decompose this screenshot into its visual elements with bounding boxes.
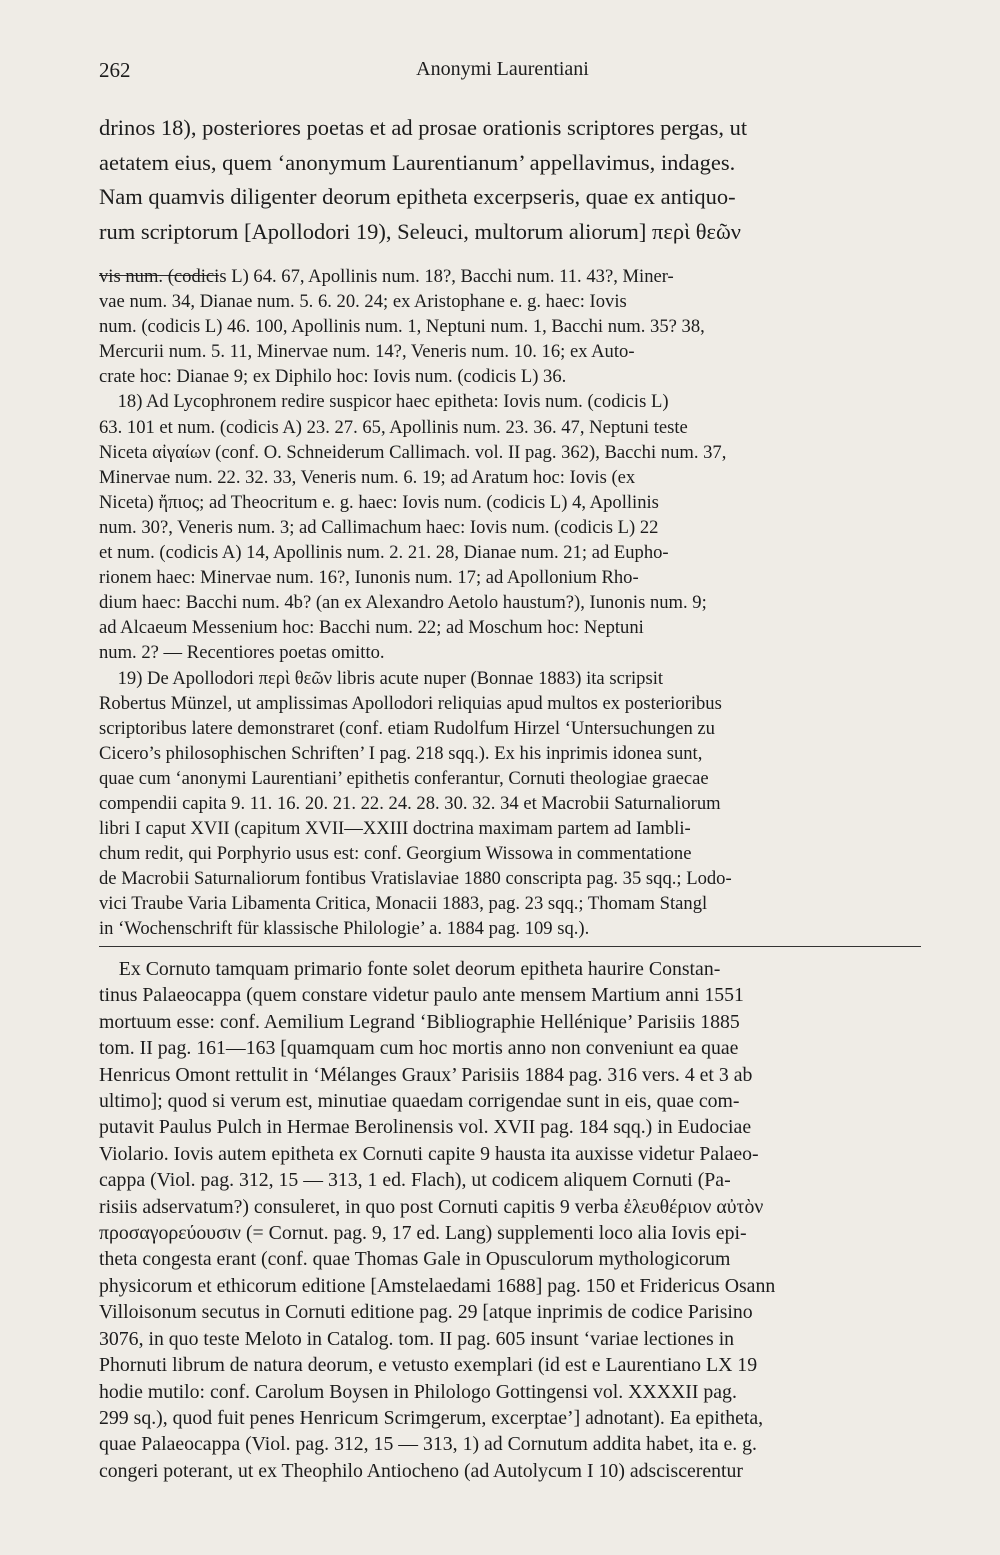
page-number: 262: [99, 58, 131, 82]
main-text-bottom: Ex Cornuto tamquam primario fonte solet deorum epitheta haurire Constan- tinus Palaeocappa (quem constare videtur paulo ante mensem Martium anni 1551 mortuum esse: conf. Aemilium Legrand ‘Bibliographie Hellénique’ Parisiis 1885 tom. II pag. 161—163 [quamquam cum hoc mortis anno non conveniunt ea quae Henricus Omont rettulit in ‘Mélanges Graux’ Parisiis 1884 pag. 316 vers. 4 et 3 ab ultimo]; quod si verum est, minutiae quaedam corrigendae sunt in eis, quae com- putavit Paulus Pulch in Hermae Berolinensis vol. XVII pag. 184 sqq.) in Eudociae Violario. Iovis autem epitheta ex Cornuti capite 9 hausta ita auxisse videtur Palaeo- cappa (Viol. pag. 312, 15 — 313, 1 ed. Flach), ut codicem aliquem Cornuti (Pa- risiis adservatum?) consuleret, in quo post Cornuti capitis 9 verba ἐλευθέριον αὐτὸν προσαγορεύουσιν (= Cornut. pag. 9, 17 ed. Lang) supplementi loco alia Iovis epi- theta congesta erant (conf. quae Thomas Gale in Opusculorum mythologicorum physicorum et ethicorum editione [Amstelaedami 1688] pag. 150 et Fridericus Osann Villoisonum secutus in Cornuti editione pag. 29 [atque inprimis de codice Parisino 3076, in quo teste Meloto in Catalog. tom. II pag. 605 insunt ‘variae lectiones in Phornuti librum de natura deorum, e vetusto exemplari (id est e Laurentiano LX 19 hodie mutilo: conf. Carolum Boysen in Philologo Gottingensi vol. XXXXII pag. 299 sq.), quod fuit penes Henricum Scrimgerum, excerptae’] adnotant). Ea epitheta, quae Palaeocappa (Viol. pag. 312, 15 — 313, 1) ad Cornutum addita habet, ita e. g. congeri poterant, ut ex Theophilo Antiocheno (ad Autolycum I 10) adsciscerentur: [99, 958, 776, 1482]
main-text-top: drinos 18), posteriores poetas et ad prosae orationis scriptores pergas, ut aetatem eius, quem ‘anonymum Laurentianum’ appellavimus, indages. Nam quamvis diligenter deorum epitheta excerpseris, quae ex antiquo- rum scriptorum [Apollodori 19), Seleuci, multorum aliorum] περὶ θεῶν: [99, 115, 748, 244]
footnotes: vis num. (codicis L) 64. 67, Apollinis num. 18?, Bacchi num. 11. 43?, Miner- vae num. 34, Dianae num. 5. 6. 20. 24; ex Aristophane e. g. haec: Iovis num. (codicis L) 46. 100, Apollinis num. 1, Neptuni num. 1, Bacchi num. 35? 38, Mercurii num. 5. 11, Minervae num. 14?, Veneris num. 10. 16; ex Auto- crate hoc: Dianae 9; ex Diphilo hoc: Iovis num. (codicis L) 36. 18) Ad Lycophronem redire suspicor haec epitheta: Iovis num. (codicis L) 63. 101 et num. (codicis A) 23. 27. 65, Apollinis num. 23. 36. 47, Neptuni teste Niceta αἰγαίων (conf. O. Schneiderum Callimach. vol. II pag. 362), Bacchi num. 37, Minervae num. 22. 32. 33, Veneris num. 6. 19; ad Aratum hoc: Iovis (ex Niceta) ἤπιος; ad Theocritum e. g. haec: Iovis num. (codicis L) 4, Apollinis num. 30?, Veneris num. 3; ad Callimachum haec: Iovis num. (codicis L) 22 et num. (codicis A) 14, Apollinis num. 2. 21. 28, Dianae num. 21; ad Eupho- rionem haec: Minervae num. 16?, Iunonis num. 17; ad Apollonium Rho- dium haec: Bacchi num. 4b? (an ex Alexandro Aetolo haustum?), Iunonis num. 9; ad Alcaeum Messenium hoc: Bacchi num. 22; ad Moschum hoc: Neptuni num. 2? — Recentiores poetas omitto. 19) De Apollodori περὶ θεῶν libris acute nuper (Bonnae 1883) ita scripsit Robertus Münzel, ut amplissimas Apollodori reliquias apud multos ex posterioribus scriptoribus latere demonstraret (conf. etiam Rudolfum Hirzel ‘Untersuchungen zu Cicero’s philosophischen Schriften’ I pag. 218 sqq.). Ex his inprimis idonea sunt, quae cum ‘anonymi Laurentiani’ epithetis conferantur, Cornuti theologiae graecae compendii capita 9. 11. 16. 20. 21. 22. 24. 28. 30. 32. 34 et Macrobii Saturnaliorum libri I caput XVII (capitum XVII—XXIII doctrina maximam partem ad Iambli- chum redit, qui Porphyrio usus est: conf. Georgium Wissowa in commentatione de Macrobii Saturnaliorum fontibus Vratislaviae 1880 conscripta pag. 35 sqq.; Lodo- vici Traube Varia Libamenta Critica, Monacii 1883, pag. 23 sqq.; Thomam Stangl in ‘Wochenschrift für klassische Philologie’ a. 1884 pag. 109 sq.).: [99, 266, 732, 940]
page-header: [99, 58, 906, 86]
running-title: Anonymi Laurentiani: [416, 58, 589, 80]
section-rule: [99, 946, 921, 947]
